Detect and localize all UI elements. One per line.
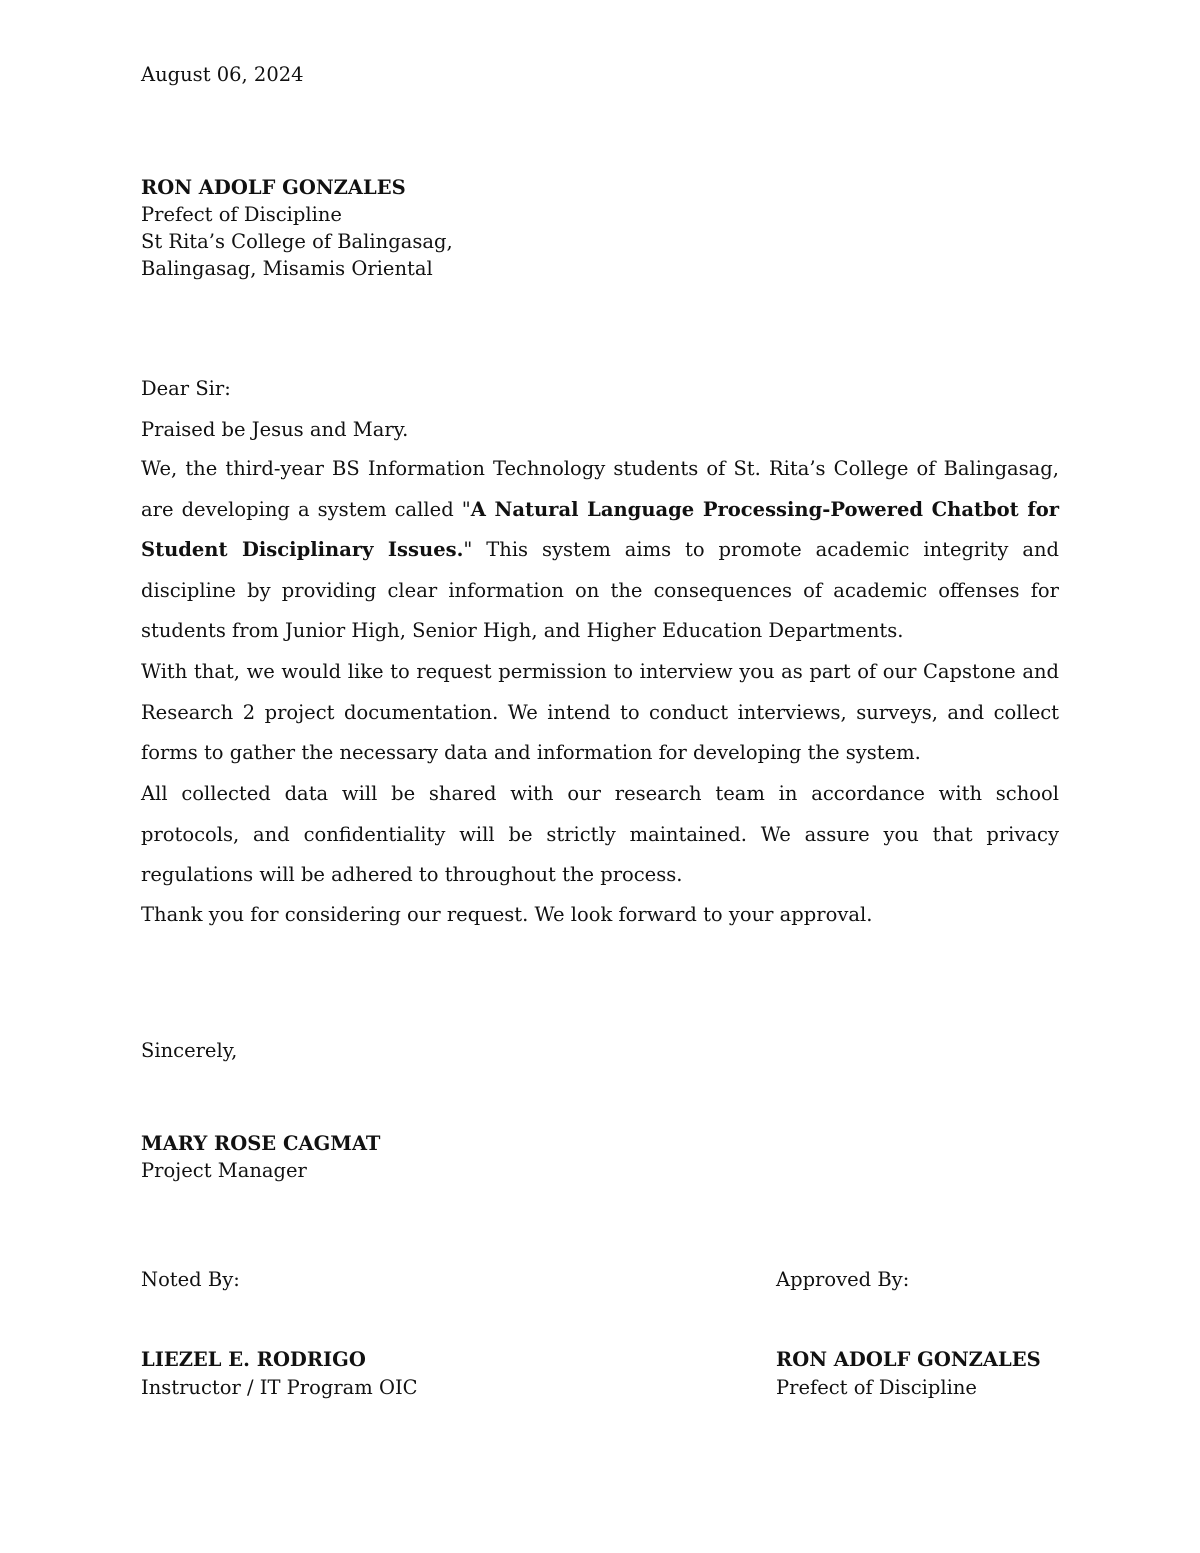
body-paragraph-2: With that, we would like to request permission to interview you as part of our Capstone and Research 2 project documentation. We intend to conduct interviews, surveys, and collect forms to gather the necessary data and information for developing the system.	[141, 660, 1059, 764]
sender-title: Project Manager	[141, 1159, 307, 1182]
recipient-name: RON ADOLF GONZALES	[141, 176, 406, 199]
recipient-title: Prefect of Discipline	[141, 203, 342, 226]
approved-by-title: Prefect of Discipline	[776, 1376, 977, 1399]
body-paragraph-1	[141, 449, 1059, 652]
recipient-institution: St Rita’s College of Balingasag,	[141, 230, 453, 253]
system-name: A Natural Language Processing-Powered Chatbot for Student Disciplinary Issues.	[141, 497, 1059, 561]
noted-by-title: Instructor / IT Program OIC	[141, 1376, 418, 1399]
salutation: Dear Sir:	[141, 377, 231, 400]
greeting: Praised be Jesus and Mary.	[141, 418, 409, 441]
body-paragraph-3: All collected data will be shared with our research team in accordance with school protocols, and confidentiality will be strictly maintained. We assure you that privacy regulations will be adhered to throughout the process.	[141, 782, 1059, 886]
letter-date: August 06, 2024	[141, 63, 304, 86]
noted-by-name: LIEZEL E. RODRIGO	[141, 1348, 366, 1371]
closing: Sincerely,	[141, 1039, 238, 1062]
approved-by-name: RON ADOLF GONZALES	[776, 1348, 1041, 1371]
noted-by-label: Noted By:	[141, 1268, 240, 1291]
recipient-address: Balingasag, Misamis Oriental	[141, 257, 433, 280]
body-paragraph-4: Thank you for considering our request. We look forward to your approval.	[141, 903, 873, 926]
p1-rest: " This system aims to promote academic integrity and discipline by providing clear information on the consequences of academic offenses for students from Junior High, Senior High, and Higher Education Departments.	[141, 538, 1059, 642]
sender-name: MARY ROSE CAGMAT	[141, 1132, 381, 1155]
approved-by-label: Approved By:	[776, 1268, 910, 1291]
p1-intro: We, the third-year BS Information Technology students of St. Rita’s College of Balingasag, are developing a system called "	[141, 457, 1059, 521]
